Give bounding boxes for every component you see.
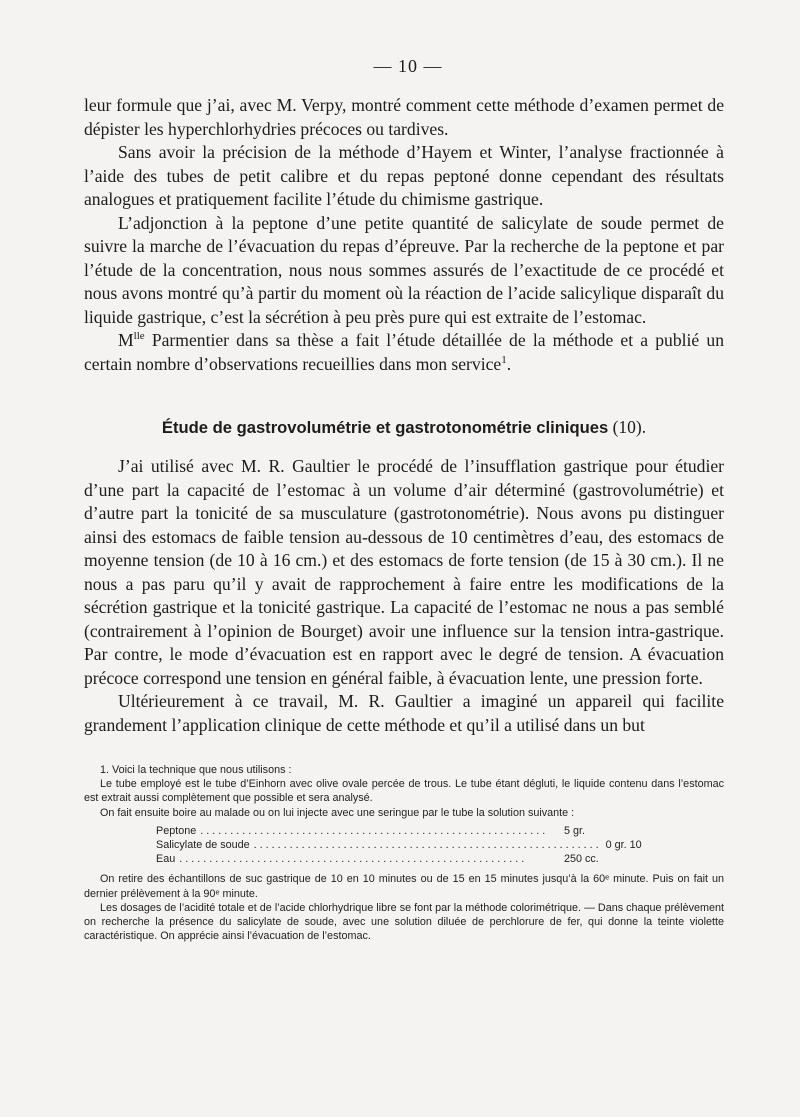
paragraph-gaultier: Ultérieurement à ce travail, M. R. Gaultier a imaginé un appareil qui facilite grandement l’application clinique de cette méthode et qu’il a utilisé dans un but — [84, 691, 724, 735]
footnote-solution: On fait ensuite boire au malade ou on lui injecte avec une seringue par le tube la solution suivante : — [100, 806, 575, 819]
recipe-quantity: 250 cc. — [564, 853, 599, 866]
footnote-samples: On retire des échantillons de suc gastrique de 10 en 10 minutes ou de 15 en 15 minutes jusqu’à la 60ᵉ minute. Puis on fait un dernier prélèvement à la 90ᵉ minute. — [84, 873, 724, 900]
recipe-row — [156, 824, 636, 838]
footnote-ref: 1 — [501, 353, 507, 366]
section-title — [84, 416, 724, 439]
title-sup: lle — [133, 330, 145, 343]
paragraph-parmentier — [84, 329, 724, 376]
parmentier-end: . — [506, 353, 512, 374]
recipe-row — [156, 852, 636, 866]
recipe-leader-dots: .......................................................... — [179, 853, 528, 866]
page-number: — 10 — — [373, 56, 443, 76]
section-ref: (10). — [608, 417, 647, 437]
footnotes — [84, 763, 724, 943]
footnote-tube: Le tube employé est le tube d’Einhorn avec olive ovale percée de trous. Le tube étant dégluti, le liquide contenu dans l’estomac est extrait aussi complètement que possible et sera analysé. — [84, 778, 724, 805]
footnote-dosages: Les dosages de l’acidité totale et de l’acide chlorhydrique libre se font par la méthode colorimétrique. — Dans chaque prélèvement on recherche la présence du salicylate de soude, avec une solution diluée de perchlorure de fer, qui donne la teinte violette caractéristique. On apprécie ainsi l’évacuation de l’estomac. — [84, 901, 724, 943]
footnote-intro: 1. Voici la technique que nous utilisons : — [100, 764, 292, 776]
recipe-leader-dots: .......................................................... — [253, 839, 602, 851]
recipe-quantity: 5 gr. — [564, 824, 586, 837]
recipe-row — [156, 838, 642, 852]
recipe-table — [156, 824, 642, 867]
paragraph-continuation: leur formule que j’ai, avec M. Verpy, montré comment cette méthode d’examen permet de dépister les hyperchlorhydries précoces ou tardives. — [84, 95, 724, 139]
title-abbrev: M — [118, 330, 134, 350]
section-title-text: Étude de gastrovolumétrie et gastrotonométrie cliniques — [161, 418, 609, 437]
paragraph-hayem-winter: Sans avoir la précision de la méthode d’Hayem et Winter, l’analyse fractionnée à l’aide des tubes de petit calibre et du repas peptoné donne cependant des résultats analogues et pratiquement facilite l’étude du chimisme gastrique. — [84, 142, 724, 209]
paragraph-salicylate: L’adjonction à la peptone d’une petite quantité de salicylate de soude permet de suivre la marche de l’évacuation du repas d’épreuve. Par la recherche de la peptone et par l’étude de la concentration, nous nous sommes assurés de l’exactitude de ce procédé et nous avons montré qu’à partir du moment où la réaction de l’acide salicylique disparaît du liquide gastrique, c’est la sécrétion à peu près pure qui est extraite de l’estomac. — [84, 212, 724, 327]
recipe-leader-dots: .......................................................... — [200, 824, 549, 837]
paragraph-insufflation: J’ai utilisé avec M. R. Gaultier le procédé de l’insufflation gastrique pour étudier d’une part la capacité de l’estomac à un volume d’air déterminé (gastrovolumétrie) et d’autre part la tonicité de sa musculature (gastrotonométrie). Nous avons pu distinguer ainsi des estomacs de faible tension au-dessous de 10 centimètres d’eau, des estomacs de moyenne tension (de 10 à 16 cm.) et des estomacs de forte tension (de 15 à 30 cm.). Il ne nous a pas paru qu’il y avait de rapprochement à faire entre les modifications de la sécrétion gastrique et la tonicité gastrique. La capacité de l’estomac ne nous a pas semblé (contrairement à l’opinion de Bourget) avoir une influence sur la tension intra-gastrique. Par contre, le mode d’évacuation est en rapport avec le degré de tension. A évacuation précoce correspond une tension en général faible, à évacuation lente, une pression forte. — [84, 456, 724, 688]
recipe-ingredient: Salicylate de soude — [156, 839, 250, 851]
page — [84, 56, 724, 943]
recipe-ingredient: Peptone — [156, 824, 197, 837]
main-text — [84, 94, 724, 737]
recipe-ingredient: Eau — [156, 853, 176, 866]
recipe-quantity: 0 gr. 10 — [605, 839, 642, 851]
parmentier-text: Parmentier dans sa thèse a fait l’étude détaillée de la méthode et a publié un certain nombre d’observations recueillies dans mon service — [84, 330, 724, 374]
